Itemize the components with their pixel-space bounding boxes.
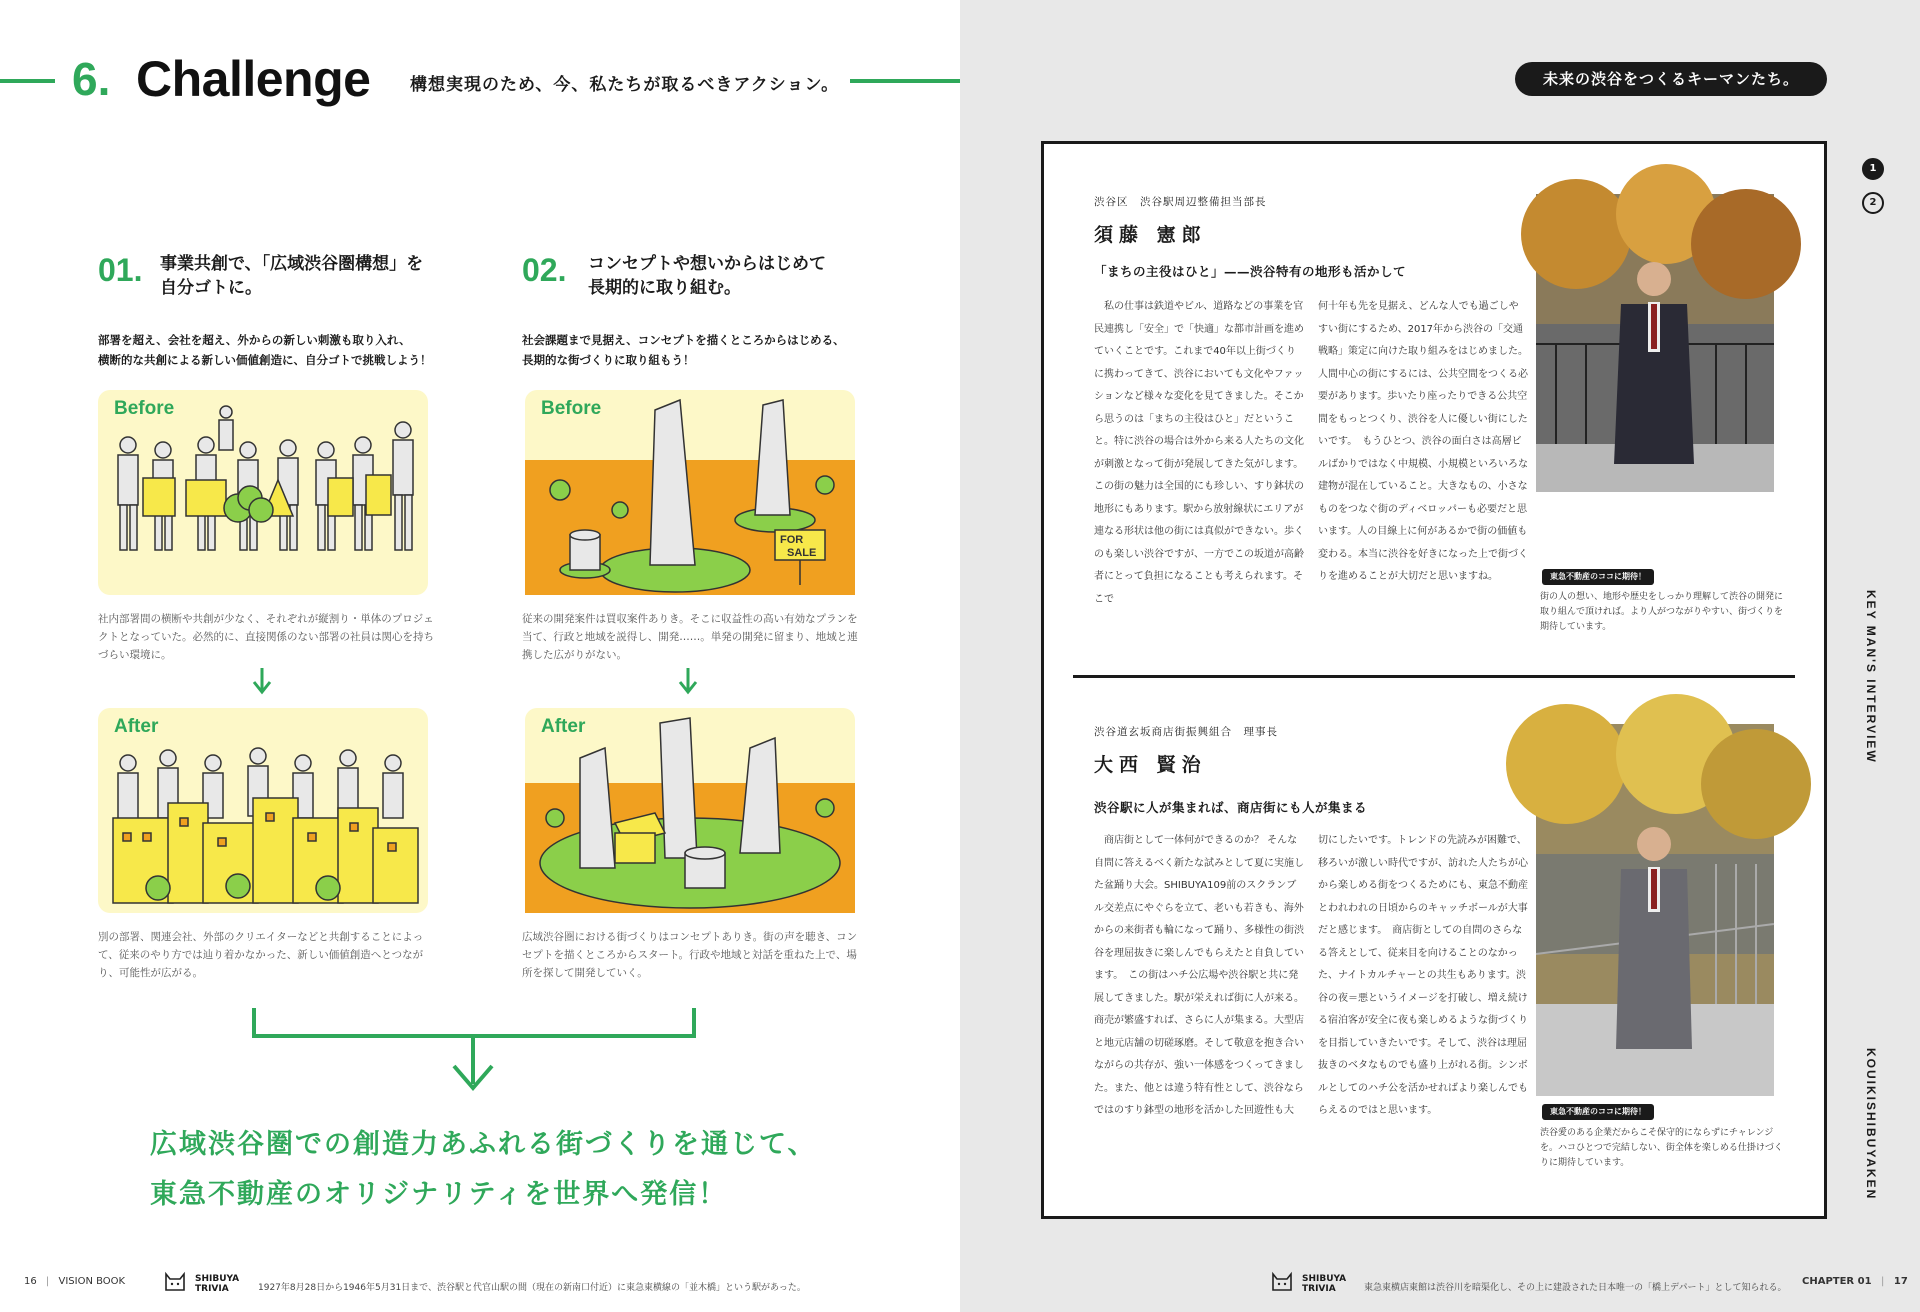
conclusion-line1: 広域渋谷圏での創造力あふれる街づくりを通じて、 [150,1129,817,1160]
footer-left-page: 16 | VISION BOOK [24,1276,126,1287]
footer-right-page: CHAPTER 01 | 17 [1802,1276,1908,1287]
col1-after-caption: 別の部署、関連会社、外部のクリエイターなどと共創することによって、従来のやり方では辿り着かなかった、新しい価値創造へとつながり、可能性が広がる。 [98,931,424,979]
col1-title-line2: 自分ゴトに。 [160,278,262,298]
col2-before-caption: 従来の開発案件は買収案件ありき。そこに収益性の高い有効なプランを当て、行政と地域を説得し、開発……。単発の開発に留まり、地域と連携した広がりがない。 [522,613,858,661]
page-number-left: 16 [24,1276,37,1287]
people-separate-illustration [98,390,428,595]
p1-name: 須藤 憲郎 [1094,224,1207,246]
col2-after-caption: 広域渋谷圏における街づくりはコンセプトありき。街の声を聴き、コンセプトを描くところからスタート。行政や地域と対話を重ねた上で、場所を探して開発していく。 [522,931,858,979]
interview-divider [1073,675,1795,678]
p1-expect-text: 街の人の想い、地形や歴史をしっかり理解して渋谷の開発に取り組んで頂ければ。より人がつながりやすい、街づくりを期待しています。 [1540,592,1784,632]
p2-expect-text: 渋谷愛のある企業だからこそ保守的にならずにチャレンジを。ハコひとつで完結しない、街全体を楽しめる仕掛けづくりに期待しています。 [1540,1128,1783,1168]
header-rule-left [0,79,55,83]
merge-bracket [252,1008,696,1038]
p2-photo [1536,724,1774,1022]
arrow-down-icon [252,668,272,696]
section-subtitle: 構想実現のため、今、私たちが取るべきアクション。 [410,75,840,95]
portrait-man-with-autumn-trees [1536,194,1774,492]
col1-title [160,252,423,300]
p2-quote: 渋谷駅に人が集まれば、商店街にも人が集まる [1094,800,1368,815]
section-title: Challenge [136,51,371,107]
trivia-label-line2: TRIVIA [1302,1284,1336,1294]
col1-lead-line1: 部署を超え、会社を超え、外からの新しい刺激も取り入れ、 [98,333,411,347]
header-rule-right [850,79,960,83]
trivia-label-line2: TRIVIA [195,1284,229,1294]
people-cocreation-illustration [98,708,428,913]
p2-body-col1: 商店街として一体何ができるのか？ そんな自問に答えるべく新たな試みとして夏に実施した盆踊り大会。SHIBUYA109前のスクランブル交差点にやぐらを立て、老いも若きも、海外からの来街者も輪になって踊り、多様性の街渋谷を理屈抜きに楽しんでもらえたと自負しています。 この街はハチ公広場や渋谷駅と共に発展してきました。駅が栄えれば街に人が来る。商売が繁盛すれば、さらに人が集まる。大型店と地元店舗の切磋琢磨。そして敬意を抱き合いながらの共存が、強い一体感をつくってきました。また、他とは違う特有性として、渋谷ならではのすり鉢型の地形を活かした回遊性も大 [1094,835,1304,1116]
col2-title-line1: コンセプトや想いからはじめて [588,254,826,274]
col1-after-illustration [98,708,428,913]
col1-title-line1: 事業共創で、「広域渋谷圏構想」を [160,254,424,274]
col1-number: 01. [98,252,143,288]
col1-before-caption: 社内部署間の横断や共創が少なく、それぞれが縦割り・単体のプロジェクトとなっていた。必然的に、直接関係のない部署の社員は関心を持ちづらい環境に。 [98,613,434,661]
col1-after-label: After [114,716,159,737]
chapter-label: CHAPTER 01 [1802,1276,1872,1287]
p2-body-col2: 切にしたいです。トレンドの先読みが困難で、移ろいが激しい時代ですが、訪れた人たちが心から楽しめる街をつくるためにも、東急不動産とわれわれの日頃からのキャッチボールが大事だと感じます。 商店街としての自問のさらなる答えとして、従来目を向けることのなかった、ナイトカルチャーとの共生もあります。渋谷の夜＝悪というイメージを打破し、増え続ける宿泊客が安全に夜も楽しめるような街づくりを目指していきたいです。そして、渋谷は理屈抜きのベタなものでも盛り上がれる街。シンボルとしてのハチ公を活かせればより楽しんでもらえるのではと思います。 [1318,835,1528,1116]
p1-photo [1536,194,1774,492]
interview-index-1: 1 [1862,158,1884,180]
p2-role: 渋谷道玄坂商店街振興組合 理事長 [1094,726,1278,738]
p1-role: 渋谷区 渋谷駅周辺整備担当部長 [1094,196,1267,208]
portrait-man-on-bridge [1536,724,1774,1096]
col1-lead-line2: 横断的な共創による新しい価値創造に、自分ゴトで挑戦しよう！ [98,353,432,367]
trivia-text-left: 1927年8月28日から1946年5月31日まで、渋谷駅と代官山駅の間（現在の新南口付近）に東急東横線の「並木橋」という駅があった。 [258,1283,806,1293]
col1-lead [98,330,432,370]
p1-expect-badge: 東急不動産のココに期待！ [1542,569,1654,585]
buildings-separate-illustration [525,390,855,595]
col2-title-line2: 長期的に取り組む。 [588,278,741,298]
book-name: VISION BOOK [58,1276,126,1287]
col2-lead-line1: 社会課題まで見据え、コンセプトを描くところからはじめる、 [522,333,845,347]
col2-title [588,252,826,300]
conclusion-line2: 東急不動産のオリジナリティを世界へ発信！ [150,1179,728,1210]
p1-body-col1: 私の仕事は鉄道やビル、道路などの事業を官民連携し「安全」で「快適」な都市計画を進めていくことです。これまで40年以上街づくりに携わってきて、渋谷においても文化やファッションなど様々な変化を見てきました。そこから思うのは「まちの主役はひと」だということ。特に渋谷の場合は外から来る人たちの文化が刺激となって街が発展してきた気がします。 この街の魅力は全国的にも珍しい、すり鉢状の地形にもあります。駅から放射線状にエリアが連なる形状は他の街には真似ができない。歩くのも楽しい渋谷ですが、一方でこの坂道が高齢者にとって負担になることも考えられます。そこで [1094,301,1309,605]
side-label-interview: KEY MAN'S INTERVIEW [1864,590,1878,764]
trivia-label-left [195,1274,239,1294]
page-number-right: 17 [1893,1276,1908,1287]
p1-body-col2: 何十年も先を見据え、どんな人でも過ごしやすい街にするため、2017年から渋谷の「交通戦略」策定に向けた取り組みをはじめました。人間中心の街にするには、公共空間をつくる必要があります。歩いたり座ったりできる公共空間をもっとつくり、渋谷を人に優しい街にしたいです。 もうひとつ、渋谷の面白さは高層ビルばかりではなく中規模、小規模といろいろな建物が混在していること。大きなもの、小さなものをつなぐ街のディベロッパーも必要だと思います。人の目線上に何があるかで街の価値も変わる。本当に渋谷を好きになった上で街づくりを進めることが大切だと思いますね。 [1318,301,1528,582]
col1-before-illustration [98,390,428,595]
merge-arrow-down-icon [450,1036,496,1092]
for-sale-sign-line2: SALE [787,547,817,559]
p2-name: 大西 賢治 [1094,754,1207,776]
section-number: 6. [72,53,111,105]
side-label-kouiki: KOUIKISHIBUYAKEN [1864,1048,1878,1201]
col2-after-illustration [525,708,855,913]
for-sale-sign-line1: FOR [780,534,804,546]
col2-before-label: Before [541,398,602,419]
trivia-text-right: 東急東横店東館は渋谷川を暗渠化し、その上に建設された日本唯一の「橋上デパート」として知られる。 [1364,1283,1787,1293]
p1-quote: 「まちの主役はひと」——渋谷特有の地形も活かして [1094,264,1407,279]
col1-before-label: Before [114,398,175,419]
col2-number: 02. [522,252,567,288]
arrow-down-icon [678,668,698,696]
cat-face-icon [163,1270,187,1294]
buildings-connected-illustration [525,708,855,913]
col2-lead [522,330,845,370]
col2-lead-line2: 長期的な街づくりに取り組もう！ [522,353,695,367]
trivia-label-line1: SHIBUYA [195,1274,240,1284]
trivia-label-right [1302,1274,1346,1294]
interview-index-2: 2 [1862,192,1884,214]
cat-face-icon [1270,1270,1294,1294]
col2-after-label: After [541,716,586,737]
trivia-label-line1: SHIBUYA [1302,1274,1347,1284]
keyman-title-pill: 未来の渋谷をつくるキーマンたち。 [1515,62,1827,96]
p2-expect-badge: 東急不動産のココに期待！ [1542,1104,1654,1120]
col2-before-illustration [525,390,855,595]
